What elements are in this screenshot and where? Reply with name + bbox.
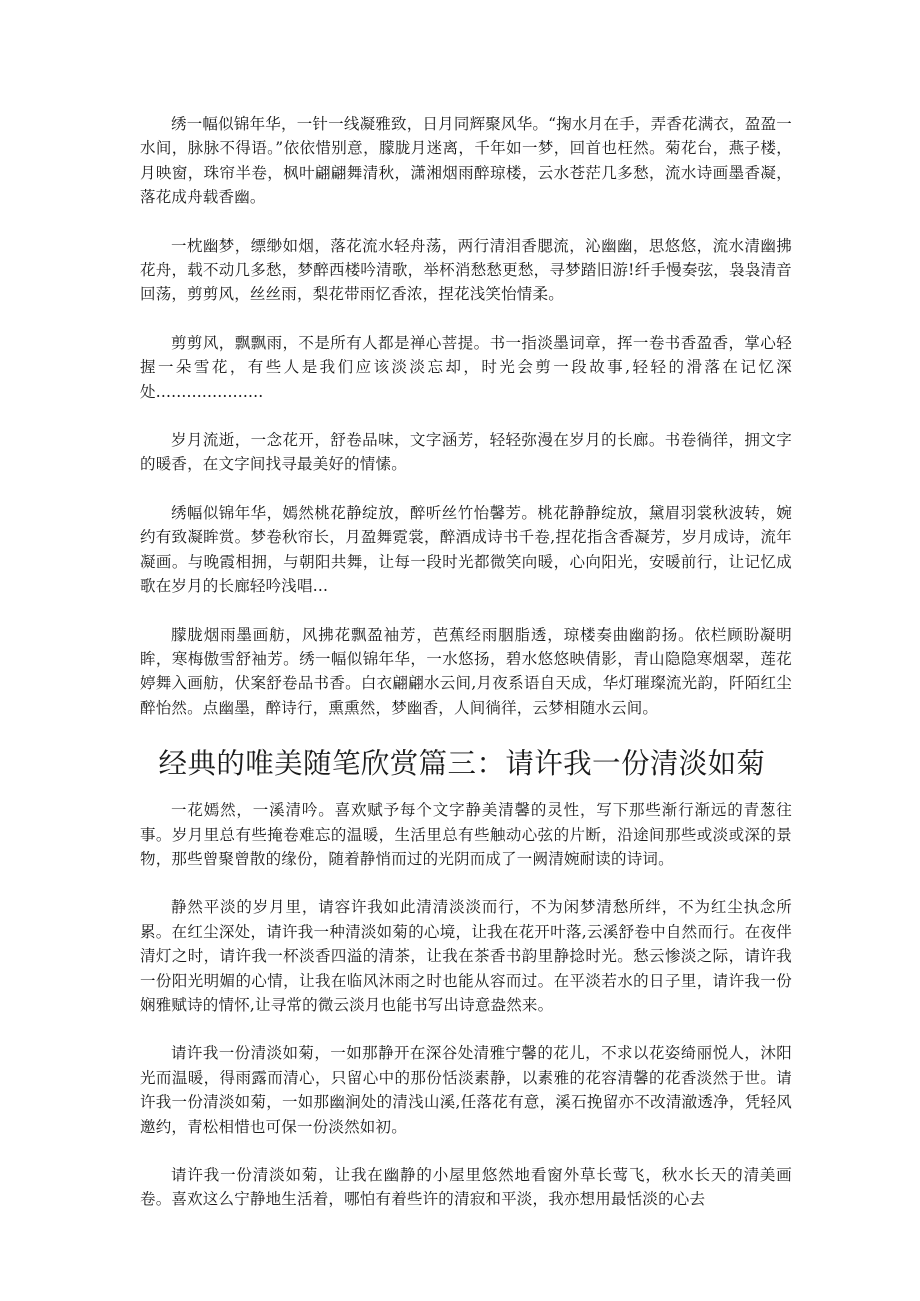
paragraph-7: 一花嫣然，一溪清吟。喜欢赋予每个文字静美清馨的灵性，写下那些渐行渐远的青葱往事。岁月里总有些掩卷难忘的温暖，生活里总有些触动心弦的片断，沿途间那些或淡或深的景物，那些曾聚曾散的缘份，随着静悄而过的光阴而成了一阙清婉耐读的诗词。 xyxy=(140,801,792,868)
section-heading: 经典的唯美随笔欣赏篇三：请许我一份清淡如菊 xyxy=(158,747,766,781)
paragraph-3: 剪剪风，飘飘雨，不是所有人都是禅心菩提。书一指淡墨词章，挥一卷书香盈香，掌心轻握一朵雪花，有些人是我们应该淡淡忘却，时光会剪一段故事,轻轻的滑落在记忆深处..................... xyxy=(140,333,792,401)
paragraph-9: 请许我一份清淡如菊，一如那静开在深谷处清雅宁馨的花儿，不求以花姿绮丽悦人，沐阳光而温暖，得雨露而清心，只留心中的那份恬淡素静，以素雅的花容清馨的花香淡然于世。请许我一份清淡如菊，一如那幽涧处的清浅山溪,任落花有意，溪石挽留亦不改清澈透净，凭轻风邀约，青松相惜也可保一份淡然如初。 xyxy=(140,1044,792,1136)
paragraph-1: 绣一幅似锦年华，一针一线凝雅致，日月同辉聚风华。“掬水月在手，弄香花满衣，盈盈一水间，脉脉不得语。”依依惜别意，朦胧月迷离，千年如一梦，回首也枉然。菊花台，燕子楼，月映窗，珠帘半卷，枫叶翩翩舞清秋，潇湘烟雨醉琼楼，云水苍茫几多愁，流水诗画墨香凝，落花成舟载香幽。 xyxy=(140,115,792,207)
paragraph-5: 绣幅似锦年华，嫣然桃花静绽放，醉听丝竹怡馨芳。桃花静静绽放，黛眉羽裳秋波转，婉约有致凝眸赏。梦卷秋帘长，月盈舞霓裳，醉酒成诗书千卷,捏花指含香凝芳，岁月成诗，流年凝画。与晚霞相拥，与朝阳共舞，让每一段时光都微笑向暖，心向阳光，安暖前行，让记忆成歌在岁月的长廊轻吟浅唱... xyxy=(140,503,792,596)
paragraph-10: 请许我一份清淡如菊，让我在幽静的小屋里悠然地看窗外草长莺飞，秋水长天的清美画卷。喜欢这么宁静地生活着，哪怕有着些许的清寂和平淡，我亦想用最恬淡的心去 xyxy=(140,1166,792,1209)
paragraph-6: 朦胧烟雨墨画舫，风拂花飘盈袖芳，芭蕉经雨胭脂透，琼楼奏曲幽韵扬。依栏顾盼凝明眸，寒梅傲雪舒袖芳。绣一幅似锦年华，一水悠扬，碧水悠悠映倩影，青山隐隐寒烟翠，莲花婷舞入画舫，伏案舒卷品书香。白衣翩翩水云间,月夜系语自天成，华灯璀璨流光韵，阡陌红尘醉怡然。点幽墨，醉诗行，熏熏然，梦幽香，人间徜徉，云梦相随水云间。 xyxy=(140,625,792,717)
paragraph-4: 岁月流逝，一念花开，舒卷品味，文字涵芳，轻轻弥漫在岁月的长廊。书卷徜徉，拥文字的暖香，在文字间找寻最美好的情愫。 xyxy=(140,431,792,474)
paragraph-8: 静然平淡的岁月里，请容许我如此清清淡淡而行，不为闲梦清愁所绊，不为红尘执念所累。在红尘深处，请许我一种清淡如菊的心境，让我在花开叶落,云溪舒卷中自然而行。在夜伴清灯之时，请许我一杯淡香四溢的清茶，让我在茶香书韵里静捻时光。愁云惨淡之际，请许我一份阳光明媚的心情，让我在临风沐雨之时也能从容而过。在平淡若水的日子里，请许我一份娴雅赋诗的情怀,让寻常的微云淡月也能书写出诗意盎然来。 xyxy=(140,898,792,1014)
paragraph-2: 一枕幽梦，缥缈如烟，落花流水轻舟荡，两行清泪香腮流，沁幽幽，思悠悠，流水清幽拂花舟，载不动几多愁，梦醉西楼吟清歌，举杯消愁愁更愁，寻梦踏旧游!纤手慢奏弦，袅袅清音回荡，剪剪风，丝丝雨，梨花带雨忆香浓，捏花浅笑怡情柔。 xyxy=(140,236,792,304)
